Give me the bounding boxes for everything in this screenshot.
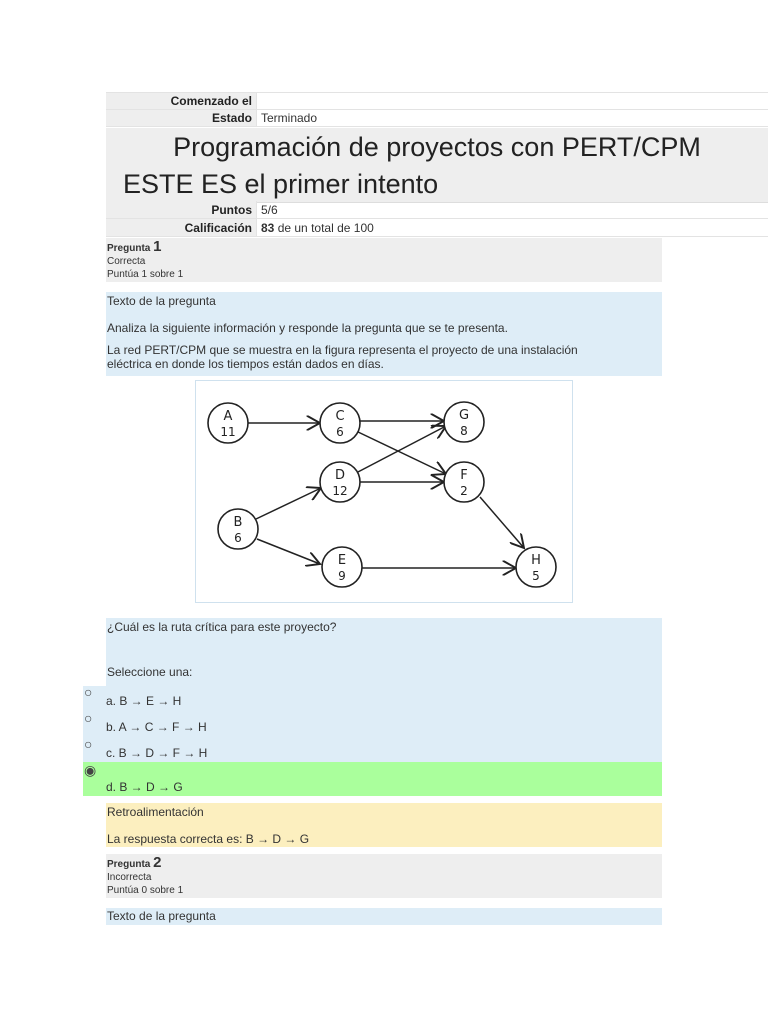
radio-option-a[interactable]: ○ xyxy=(84,684,93,700)
started-value xyxy=(257,93,768,110)
option-d-label[interactable]: d. B → D → G xyxy=(106,780,183,794)
question-description-line1: La red PERT/CPM que se muestra en la figura representa el proyecto de una instalación xyxy=(107,343,578,357)
node-b xyxy=(218,509,258,549)
node-time-label: 5 xyxy=(532,569,540,583)
select-prompt: Seleccione una: xyxy=(107,665,193,679)
question-description-line2: eléctrica en donde los tiempos están dados en días. xyxy=(107,357,384,371)
node-c xyxy=(320,403,360,443)
node-id-label: B xyxy=(233,515,243,530)
radio-option-b[interactable]: ○ xyxy=(84,710,93,726)
radio-option-d-selected[interactable]: ◉ xyxy=(84,762,97,778)
node-a xyxy=(208,403,248,443)
node-time-label: 8 xyxy=(460,424,468,438)
arrow-f-h xyxy=(480,497,524,548)
radio-option-c[interactable]: ○ xyxy=(84,736,93,752)
feedback-heading: Retroalimentación xyxy=(107,805,204,819)
node-f xyxy=(444,462,484,502)
state-value: Terminado xyxy=(257,110,768,127)
pert-network-figure xyxy=(195,380,573,603)
question-1-score: Puntúa 1 sobre 1 xyxy=(107,269,184,280)
attempt-summary-table xyxy=(106,92,768,127)
question-1-info: Pregunta 1 Correcta Puntúa 1 sobre 1 xyxy=(106,238,662,282)
points-label: Puntos xyxy=(106,201,257,219)
node-id-label: A xyxy=(223,409,233,424)
node-id-label: C xyxy=(335,409,345,424)
node-h xyxy=(516,547,556,587)
feedback-box xyxy=(106,803,662,847)
arrow-c-f xyxy=(356,431,446,474)
attempt-note: ESTE ES el primer intento xyxy=(106,166,768,203)
question-text-heading: Texto de la pregunta xyxy=(107,294,216,308)
option-b-label[interactable]: b. A → C → F → H xyxy=(106,720,207,734)
node-time-label: 9 xyxy=(338,569,346,583)
node-time-label: 11 xyxy=(220,425,236,439)
feedback-text: La respuesta correcta es: B → D → G xyxy=(107,832,310,846)
question-2-status: Incorrecta xyxy=(107,872,152,883)
node-id-label: H xyxy=(531,553,541,568)
question-1-status: Correcta xyxy=(107,256,146,267)
arrow-b-e xyxy=(257,539,320,564)
node-id-label: E xyxy=(337,553,347,568)
node-d xyxy=(320,462,360,502)
grade-label: Calificación xyxy=(106,219,257,237)
score-summary-table xyxy=(106,201,768,237)
question-2-score: Puntúa 0 sobre 1 xyxy=(107,885,184,896)
question-1-text xyxy=(106,292,662,376)
points-value: 5/6 xyxy=(257,201,768,219)
grade-value: 83 de un total de 100 xyxy=(257,219,768,237)
network-arrows xyxy=(248,421,524,568)
question-2-number: 2 xyxy=(153,854,162,871)
question-1-number: 1 xyxy=(153,238,162,255)
question-2-text xyxy=(106,908,662,925)
question-2-info: Pregunta 2 Incorrecta Puntúa 0 sobre 1 xyxy=(106,854,662,898)
state-label: Estado xyxy=(106,110,257,127)
node-id-label: D xyxy=(334,468,346,483)
arrow-b-d xyxy=(256,488,321,519)
network-nodes xyxy=(208,402,556,587)
node-g xyxy=(444,402,484,442)
node-time-label: 6 xyxy=(336,425,344,439)
node-id-label: G xyxy=(458,408,470,423)
node-time-label: 2 xyxy=(460,484,468,498)
node-id-label: F xyxy=(460,468,468,483)
option-a-label[interactable]: a. B → E → H xyxy=(106,694,182,708)
pert-network-diagram xyxy=(196,381,572,602)
node-time-label: 6 xyxy=(234,531,242,545)
arrow-d-g xyxy=(356,426,446,473)
question-intro: Analiza la siguiente información y responde la pregunta que se te presenta. xyxy=(107,321,508,335)
question-prompt: ¿Cuál es la ruta crítica para este proyecto? xyxy=(107,620,337,634)
node-time-label: 12 xyxy=(332,484,348,498)
option-c-label[interactable]: c. B → D → F → H xyxy=(106,746,208,760)
started-label: Comenzado el xyxy=(106,93,257,110)
node-e xyxy=(322,547,362,587)
quiz-title: Programación de proyectos con PERT/CPM xyxy=(106,128,768,167)
question-2-text-heading: Texto de la pregunta xyxy=(107,909,216,923)
